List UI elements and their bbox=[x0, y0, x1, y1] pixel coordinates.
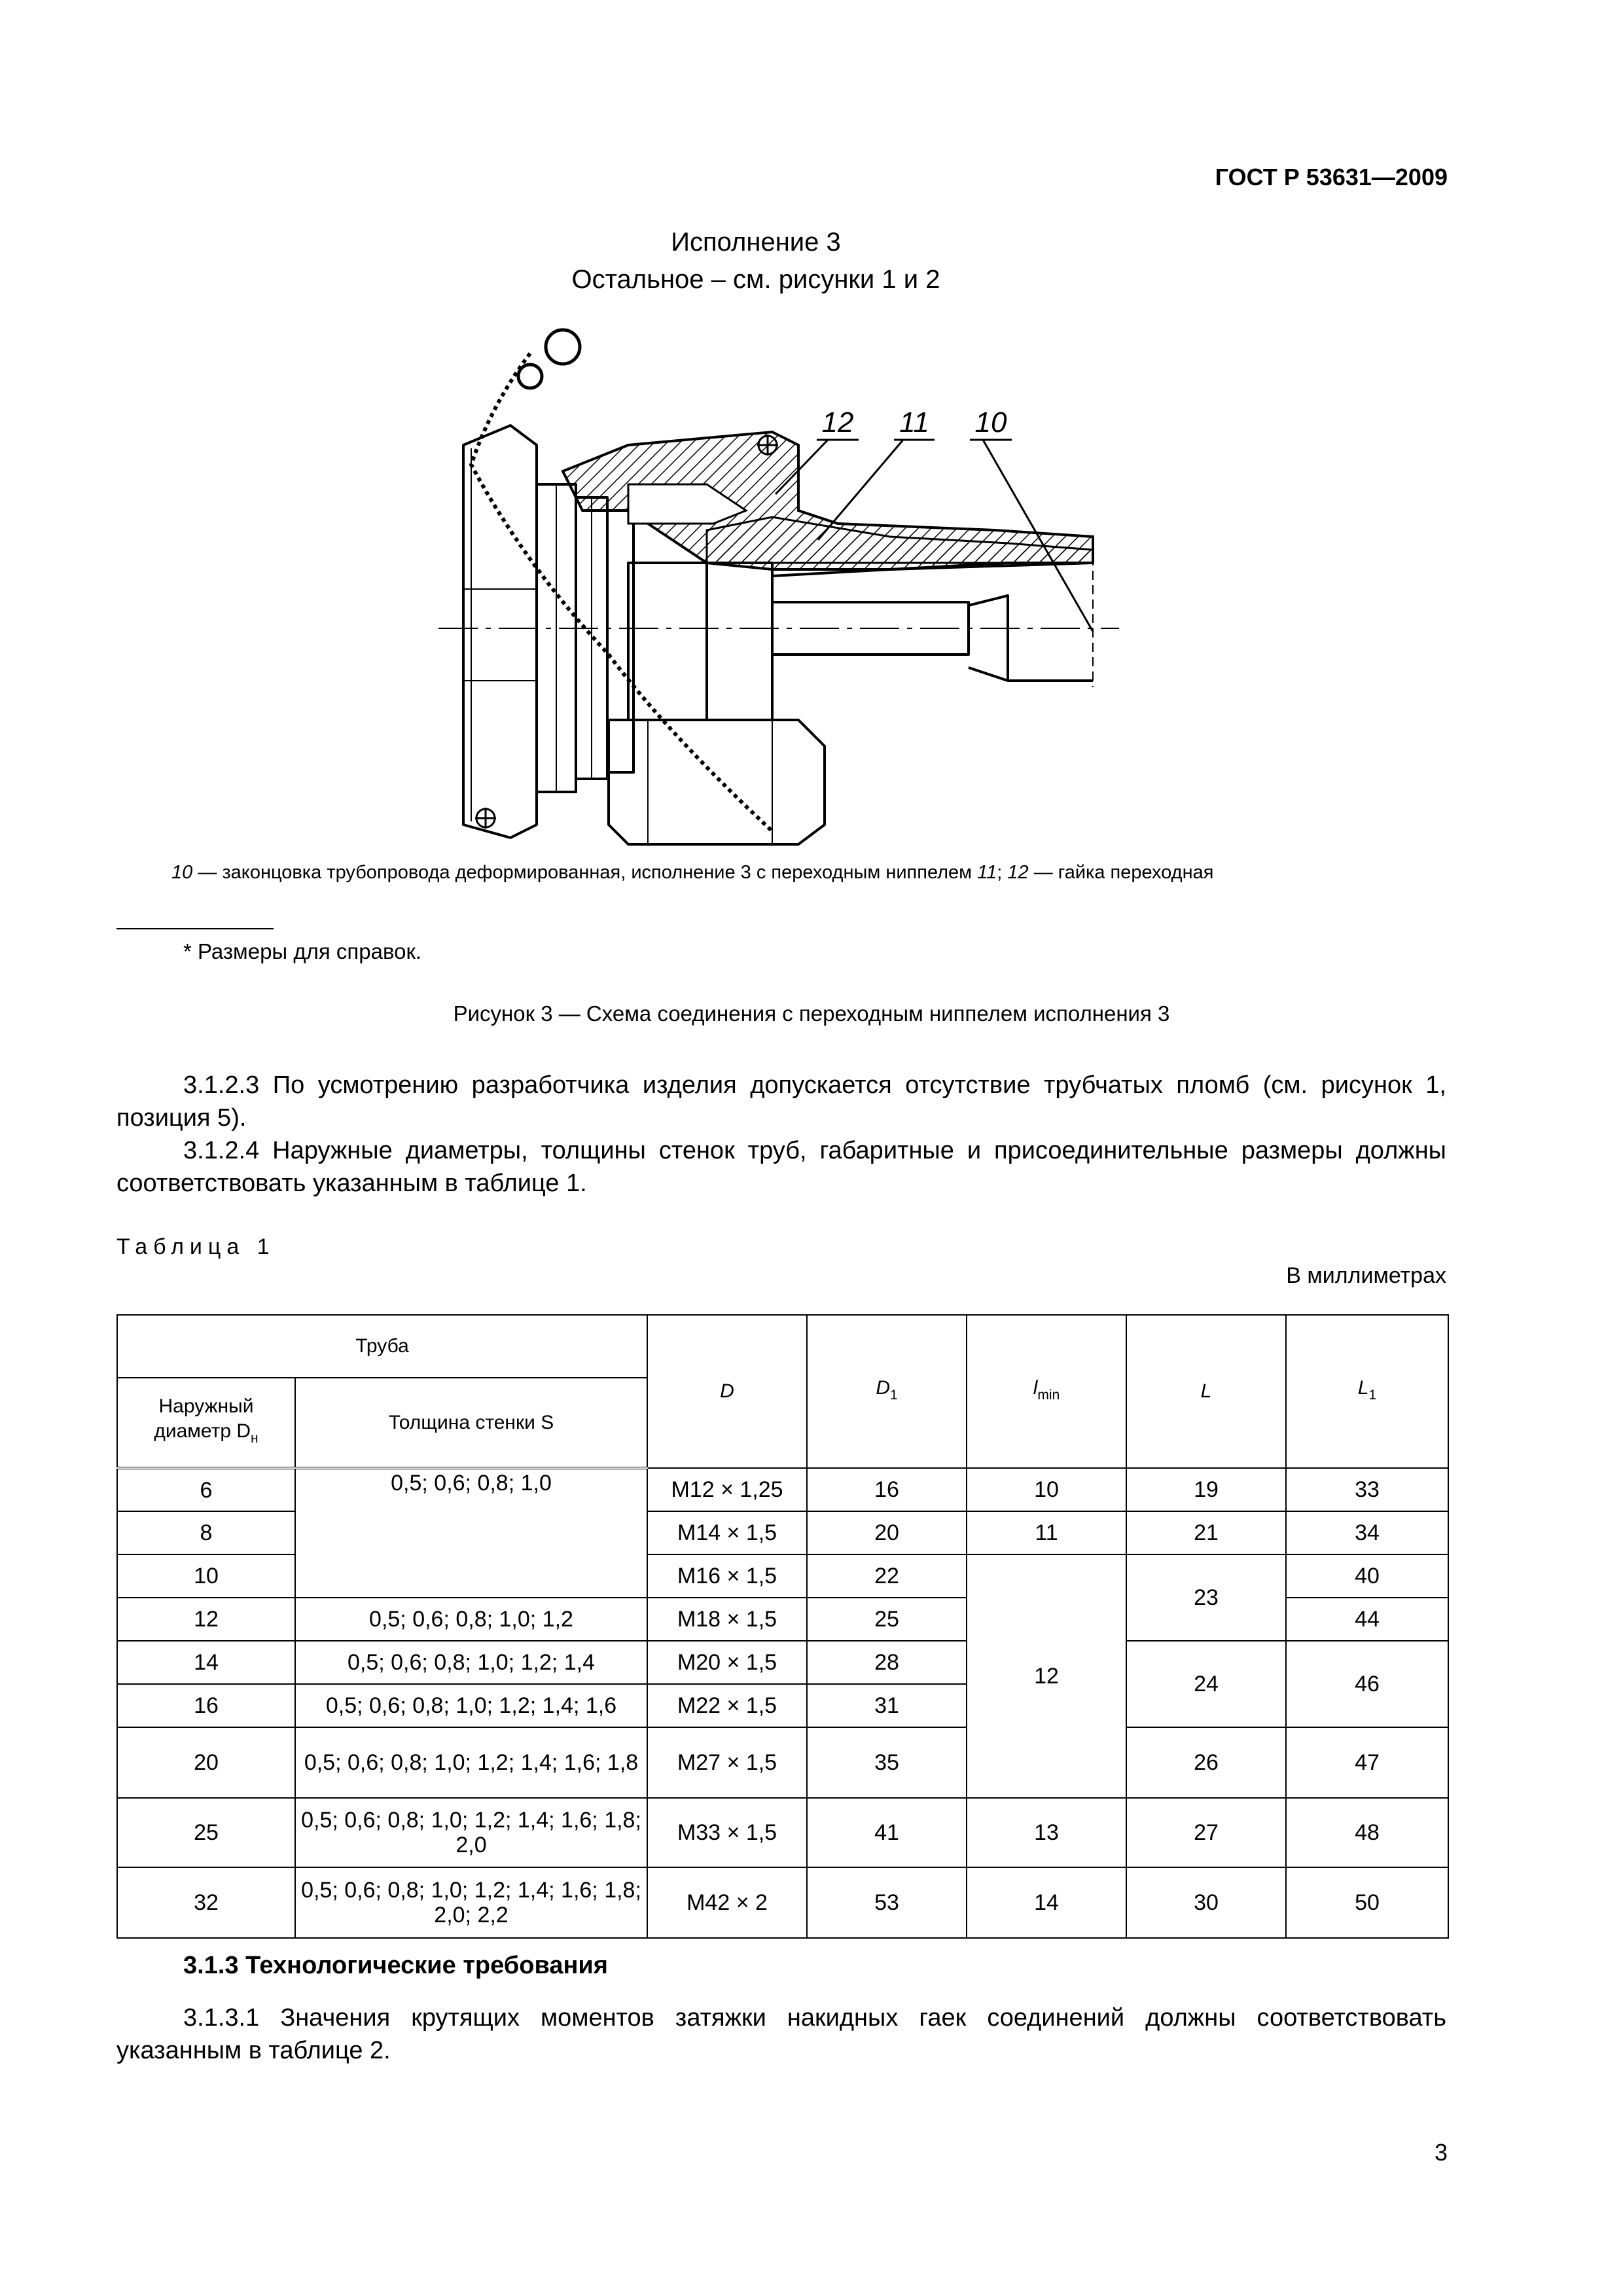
cell-d: M12 × 1,25 bbox=[647, 1468, 807, 1511]
cell-s: 0,5; 0,6; 0,8; 1,0; 1,2; 1,4; 1,6 bbox=[295, 1684, 647, 1727]
header-outer-diameter: Наружный диаметр $D_н$ bbox=[117, 1378, 295, 1468]
figure-caption: Рисунок 3 — Схема соединения с переходным ниппелем исполнения 3 bbox=[453, 1001, 1170, 1026]
paragraph-3-1-2-4: 3.1.2.4 Наружные диаметры, толщины стенок труб, габаритные и присоединительные размеры должны соответствовать указанным в таблице 1. bbox=[116, 1137, 1446, 1197]
cell-d1: 35 bbox=[807, 1727, 967, 1798]
cell-l: 27 bbox=[1126, 1798, 1286, 1867]
cell-s: 0,5; 0,6; 0,8; 1,0; 1,2; 1,4; 1,6; 1,8 bbox=[295, 1727, 647, 1798]
cell-dn: 14 bbox=[117, 1641, 295, 1684]
cell-lmin: 10 bbox=[967, 1468, 1126, 1511]
header-d: D bbox=[647, 1315, 807, 1468]
cell-d1: 31 bbox=[807, 1684, 967, 1727]
cell-dn: 8 bbox=[117, 1511, 295, 1554]
legend-num-11: 11 bbox=[977, 862, 997, 883]
legend-num-10: 10 bbox=[171, 862, 193, 883]
cell-lmin: 11 bbox=[967, 1511, 1126, 1554]
cell-l: 24 bbox=[1126, 1641, 1286, 1727]
callout-12: 12 bbox=[821, 406, 854, 439]
table-row bbox=[117, 1798, 1448, 1867]
cell-lmin: 13 bbox=[967, 1798, 1126, 1867]
section-heading: 3.1.3 Технологические требования bbox=[183, 1952, 608, 1979]
cell-d: M42 × 2 bbox=[647, 1867, 807, 1938]
table-1 bbox=[116, 1314, 1449, 1939]
cell-dn: 32 bbox=[117, 1867, 295, 1938]
header-l: L bbox=[1126, 1315, 1286, 1468]
header-pipe: Труба bbox=[117, 1315, 647, 1378]
cell-d1: 41 bbox=[807, 1798, 967, 1867]
legend-text-12: — гайка переходная bbox=[1028, 862, 1214, 883]
cell-s: 0,5; 0,6; 0,8; 1,0; 1,2; 1,4 bbox=[295, 1641, 647, 1684]
cell-dn: 20 bbox=[117, 1727, 295, 1798]
legend-text-10: — законцовка трубопровода деформированная, исполнение 3 с переходным ниппелем bbox=[192, 862, 978, 883]
cell-d1: 53 bbox=[807, 1867, 967, 1938]
cell-s: 0,5; 0,6; 0,8; 1,0 bbox=[295, 1468, 647, 1598]
header-wall: Толщина стенки S bbox=[295, 1378, 647, 1468]
cell-l1: 40 bbox=[1286, 1554, 1448, 1598]
cell-dn: 12 bbox=[117, 1598, 295, 1641]
cell-d1: 16 bbox=[807, 1468, 967, 1511]
cell-d: M22 × 1,5 bbox=[647, 1684, 807, 1727]
cell-s: 0,5; 0,6; 0,8; 1,0; 1,2; 1,4; 1,6; 1,8; 2,0 bbox=[295, 1798, 647, 1867]
paragraph-3-1-2-3: 3.1.2.3 По усмотрению разработчика изделия допускается отсутствие трубчатых пломб (см. рисунок 1, позиция 5). bbox=[116, 1071, 1446, 1132]
cell-d: M20 × 1,5 bbox=[647, 1641, 807, 1684]
legend-sep: ; bbox=[997, 862, 1008, 883]
cell-s: 0,5; 0,6; 0,8; 1,0; 1,2 bbox=[295, 1598, 647, 1641]
document-code: ГОСТ Р 53631—2009 bbox=[1215, 164, 1448, 190]
connection-drawing bbox=[432, 314, 1126, 864]
cell-d: M16 × 1,5 bbox=[647, 1554, 807, 1598]
cell-lmin: 14 bbox=[967, 1867, 1126, 1938]
cell-l1: 34 bbox=[1286, 1511, 1448, 1554]
cell-l1: 33 bbox=[1286, 1468, 1448, 1511]
header-lmin: $l_{min}$ bbox=[967, 1315, 1126, 1468]
cell-d1: 20 bbox=[807, 1511, 967, 1554]
cell-l: 26 bbox=[1126, 1727, 1286, 1798]
footnote-rule bbox=[116, 928, 274, 929]
table-row bbox=[117, 1867, 1448, 1938]
figure-title-line2: Остальное – см. рисунки 1 и 2 bbox=[571, 265, 940, 294]
cell-l: 19 bbox=[1126, 1468, 1286, 1511]
cell-l: 23 bbox=[1126, 1554, 1286, 1641]
table-row bbox=[117, 1641, 1448, 1684]
header-d1: $D_1$ bbox=[807, 1315, 967, 1468]
cell-dn: 10 bbox=[117, 1554, 295, 1598]
paragraph-3-1-3-1: 3.1.3.1 Значения крутящих моментов затяжки накидных гаек соединений должны соответствовать указанным в таблице 2. bbox=[116, 2004, 1446, 2064]
cell-dn: 16 bbox=[117, 1684, 295, 1727]
cell-l1: 47 bbox=[1286, 1727, 1448, 1798]
footnote: * Размеры для справок. bbox=[183, 939, 422, 963]
cell-d: M33 × 1,5 bbox=[647, 1798, 807, 1867]
cell-d1: 22 bbox=[807, 1554, 967, 1598]
figure-legend bbox=[171, 862, 1213, 884]
cell-d: M27 × 1,5 bbox=[647, 1727, 807, 1798]
figure-title-line1: Исполнение 3 bbox=[671, 228, 841, 257]
table-row bbox=[117, 1727, 1448, 1798]
cell-d1: 28 bbox=[807, 1641, 967, 1684]
cell-s: 0,5; 0,6; 0,8; 1,0; 1,2; 1,4; 1,6; 1,8; 2,0; 2,2 bbox=[295, 1867, 647, 1938]
cell-d: M18 × 1,5 bbox=[647, 1598, 807, 1641]
table-units: В миллиметрах bbox=[1286, 1263, 1446, 1288]
callout-11: 11 bbox=[899, 406, 929, 439]
cell-lmin: 12 bbox=[967, 1554, 1126, 1798]
table-row bbox=[117, 1468, 1448, 1511]
page-number: 3 bbox=[1434, 2139, 1448, 2166]
cell-dn: 6 bbox=[117, 1468, 295, 1511]
cell-d: M14 × 1,5 bbox=[647, 1511, 807, 1554]
cell-l: 30 bbox=[1126, 1867, 1286, 1938]
header-l1: $L_1$ bbox=[1286, 1315, 1448, 1468]
cell-dn: 25 bbox=[117, 1798, 295, 1867]
cell-d1: 25 bbox=[807, 1598, 967, 1641]
cell-l1: 50 bbox=[1286, 1867, 1448, 1938]
cell-l: 21 bbox=[1126, 1511, 1286, 1554]
cell-l1: 44 bbox=[1286, 1598, 1448, 1641]
cell-l1: 46 bbox=[1286, 1641, 1448, 1727]
cell-l1: 48 bbox=[1286, 1798, 1448, 1867]
table-label: Таблица 1 bbox=[116, 1234, 276, 1259]
callout-10: 10 bbox=[974, 406, 1007, 439]
legend-num-12: 12 bbox=[1007, 862, 1029, 883]
